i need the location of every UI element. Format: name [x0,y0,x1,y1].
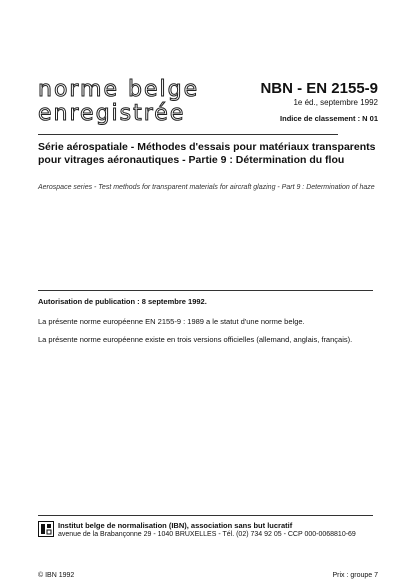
brand-line-1: norme belge [38,77,200,102]
document-subtitle: Aerospace series - Test methods for transparent materials for aircraft glazing - Part 9 : Determination of haze [38,184,375,191]
authorization-text: Autorisation de publication : 8 septembre 1992. [38,297,207,306]
ibn-logo-icon [38,521,54,537]
versions-paragraph: La présente norme européenne existe en trois versions officielles (allemand, anglais, français). [38,335,353,344]
brand-line-2: enregistrée [38,101,186,126]
standard-code: NBN - EN 2155-9 [260,80,378,97]
divider-middle [38,290,373,291]
edition-date: 1e éd., septembre 1992 [293,98,378,107]
price-group: Prix : groupe 7 [332,572,378,579]
org-name: Institut belge de normalisation (IBN), association sans but lucratif [58,521,293,530]
org-address: avenue de la Brabançonne 29 - 1040 BRUXELLES - Tél. (02) 734 92 05 - CCP 000-0068810-69 [58,531,356,538]
document-title: Série aérospatiale - Méthodes d'essais pour matériaux transparents pour vitrages aéronautiques - Partie 9 : Détermination du flou [38,141,376,166]
status-paragraph: La présente norme européenne EN 2155-9 : 1989 a le statut d'une norme belge. [38,317,305,326]
divider-top [38,134,338,135]
divider-bottom [38,515,373,516]
classification-index: Indice de classement : N 01 [280,114,378,123]
copyright: © IBN 1992 [38,572,75,579]
brand-wordmark [38,78,199,126]
